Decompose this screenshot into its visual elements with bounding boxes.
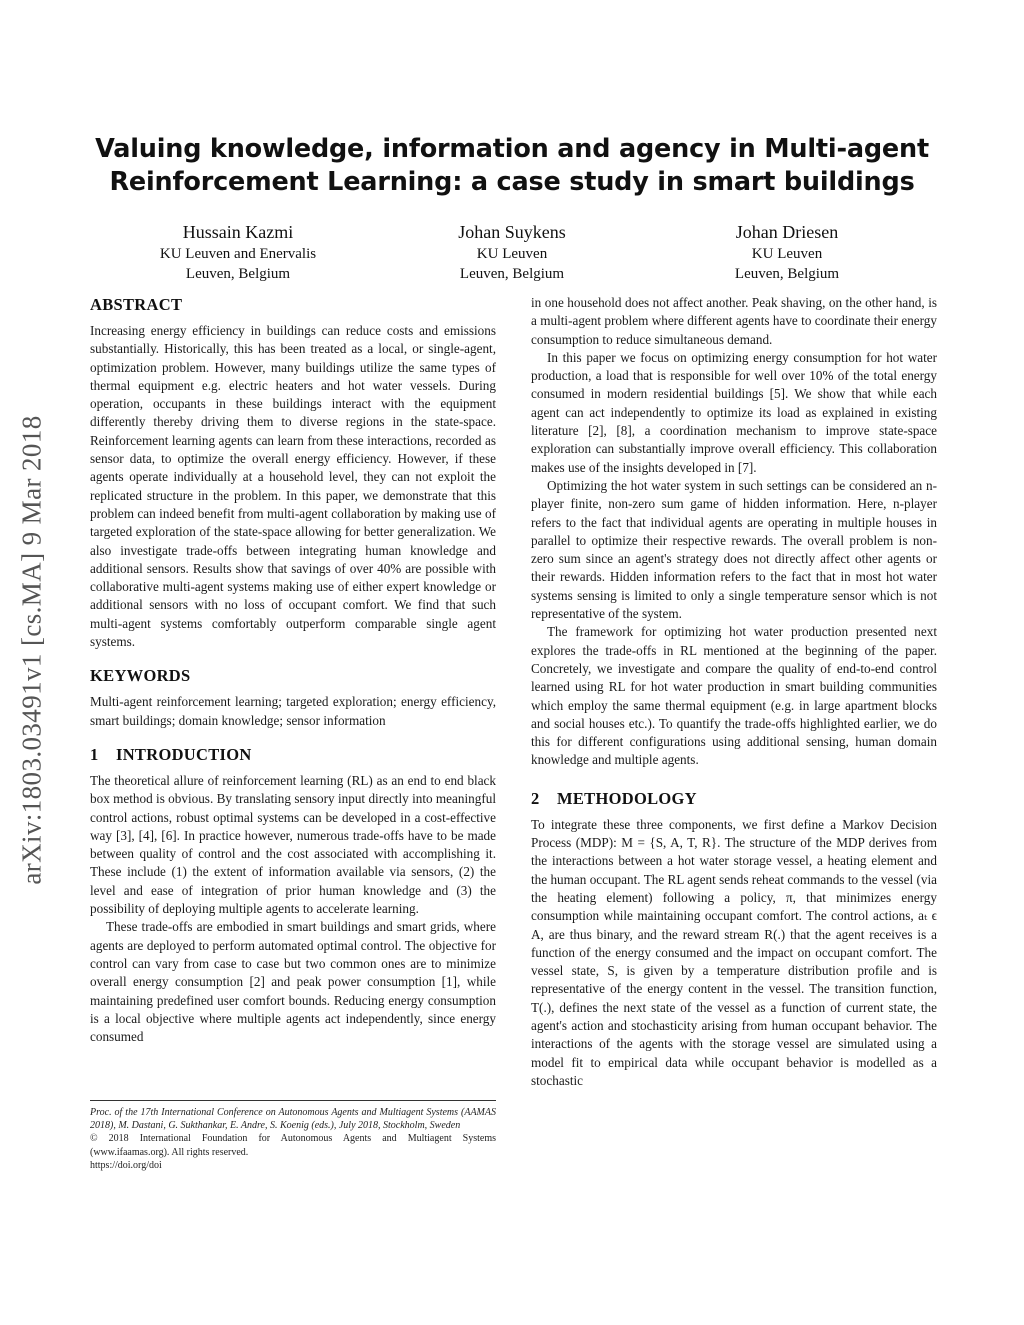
author-name: Johan Suykens [458,222,566,242]
footnote [90,1100,496,1172]
right-column [531,294,937,1090]
section-title: INTRODUCTION [116,744,252,764]
intro-paragraph-3: In this paper we focus on optimizing energy consumption for hot water production, a load that is responsible for well over 10% of the total energy consumed in modern residential buildings [5]. We show that while each agent can act independently to optimize its load as explained in existing literature [2], [8], a coordination mechanism to improve state-space exploration can substantially improve overall efficiency. This collaboration makes use of the insights developed in [7]. [531,349,937,475]
author-affiliation: KU Leuven [476,246,548,262]
intro-paragraph-4: Optimizing the hot water system in such settings can be considered an n-player finite, non-zero sum game of hidden information. Here, n-player refers to the fact that individual agents are operating in multiple houses in parallel to optimize their respective rewards. The overall problem is non-zero sum since an agent's strategy does not directly affect other agents or their rewards. Hidden information refers to the fact that in most hot water systems sensing is limited to only a single temperature sensor which is not representative of the system. [531,477,937,622]
title-line-2: Reinforcement Learning: a case study in smart buildings [109,167,915,197]
section-number: 2 [531,788,540,808]
keywords-heading: KEYWORDS [90,666,191,686]
intro-paragraph-2: These trade-offs are embodied in smart buildings and smart grids, where agents are deployed to perform automated optimal control. The objective for control can vary from case to case but two common ones are to minimize overall energy consumption [2] and peak power consumption [1], while maintaining predefined user comfort bounds. Reducing energy consumption is a local objective where multiple agents act independently, since energy consumed [90,919,496,1045]
author-location: Leuven, Belgium [185,266,291,282]
arxiv-identifier: arXiv:1803.03491v1 [cs.MA] 9 Mar 2018 [16,415,47,885]
author-location: Leuven, Belgium [459,266,565,282]
paper-title [90,133,934,199]
author-block-2 [362,220,662,284]
intro-paragraph-2-continued: in one household does not affect another. Peak shaving, on the other hand, is a multi-agent problem where different agents have to coordinate their energy consumption to reduce simultaneous demand. [531,295,937,347]
left-column [90,294,496,1046]
author-block-1 [88,220,388,284]
copyright-notice: © 2018 International Foundation for Autonomous Agents and Multiagent Systems (www.ifaamas.org). All rights reserved. [90,1133,496,1158]
intro-paragraph-5: The framework for optimizing hot water production presented next explores the trade-offs in RL mentioned at the beginning of the paper. Concretely, we investigate and compare the quality of end-to-end control learned using RL for hot water production in smart building communities which employ the same thermal equipment (e.g. in large apartment blocks and social houses etc.). To quantify the trade-offs highlighted earlier, we do this for different configurations using additional sensing, human domain knowledge and multiple agents. [531,624,937,768]
abstract-text: Increasing energy efficiency in buildings can reduce costs and emissions substantially. Historically, this has been treated as a local, or single-agent, optimization problem. However, many buildings utilize the same types of thermal equipment e.g. electric heaters and hot water vessels. During operation, occupants in these buildings interact with the equipment differently thereby driving them to diverse regions in the state-space. Reinforcement learning agents can learn from these interactions, recorded as sensor data, to optimize the overall energy efficiency. However, if these agents operate individually at a household level, they can not exploit the replicated structure in the problem. In this paper, we demonstrate that this problem can indeed benefit from multi-agent collaboration by making use of targeted exploration of the state-space allowing for better generalization. We also investigate trade-offs between integrating human knowledge and additional sensors. Results show that savings of over 40% are possible with collaborative multi-agent systems making use of either expert knowledge or additional sensors with no loss of occupant comfort. We find that such multi-agent systems comfortably outperform comparable single agent systems. [90,323,496,650]
author-block-3 [637,220,937,284]
author-affiliation: KU Leuven and Enervalis [159,246,317,262]
author-affiliation: KU Leuven [751,246,823,262]
abstract-heading: ABSTRACT [90,295,183,314]
section-number: 1 [90,744,99,764]
methodology-paragraph-1: To integrate these three components, we first define a Markov Decision Process (MDP): M = {S, A, T, R}. The structure of the MDP derives from the interactions between a hot water storage vessel, a heating element and the human occupant. The RL agent sends reheat commands to the vessel (via the heating element) following a policy, π, that minimizes energy consumption while maintaining occupant comfort. The control actions, aₜ ϵ A, are thus binary, and the reward stream R(.) that the agent receives is a function of the energy consumed and the impact on occupant comfort. The vessel state, S, is given by a temperature distribution profile and is representative of the energy content in the vessel. The transition function, T(.), defines the next state of the vessel as a function of current state, the agent's action and stochasticity arising from human occupant behavior. The interactions of the agents with the storage vessel are simulated using a model fit to empirical data while occupant behavior is modelled as a stochastic [531,816,937,1088]
section-title: METHODOLOGY [557,788,697,808]
doi-link: https://doi.org/doi [90,1159,162,1171]
keywords-text: Multi-agent reinforcement learning; targeted exploration; energy efficiency, smart buildings; domain knowledge; sensor information [90,694,496,728]
author-location: Leuven, Belgium [734,266,840,282]
author-name: Hussain Kazmi [182,222,294,242]
conference-info: Proc. of the 17th International Conference on Autonomous Agents and Multiagent Systems (AAMAS 2018), M. Dastani, G. Sukthankar, E. Andre, S. Koenig (eds.), July 2018, Stockholm, Sweden [90,1107,496,1132]
introduction-heading [90,744,496,766]
author-name: Johan Driesen [735,222,839,242]
intro-paragraph-1: The theoretical allure of reinforcement learning (RL) as an end to end black box method is obvious. By translating sensory input directly into meaningful control actions, robust optimal systems can be developed in a cost-effective way [3], [4], [6]. In practice however, numerous trade-offs have to be made between quality of control and the cost associated with accomplishing it. These include (1) the extent of information available via sensors, (2) the level and ease of integration of prior human knowledge and (3) the possibility of deploying multiple agents to accelerate learning. [90,772,496,917]
title-line-1: Valuing knowledge, information and agency in Multi-agent [95,134,929,164]
arxiv-sidebar [2,350,62,950]
methodology-heading [531,788,937,810]
